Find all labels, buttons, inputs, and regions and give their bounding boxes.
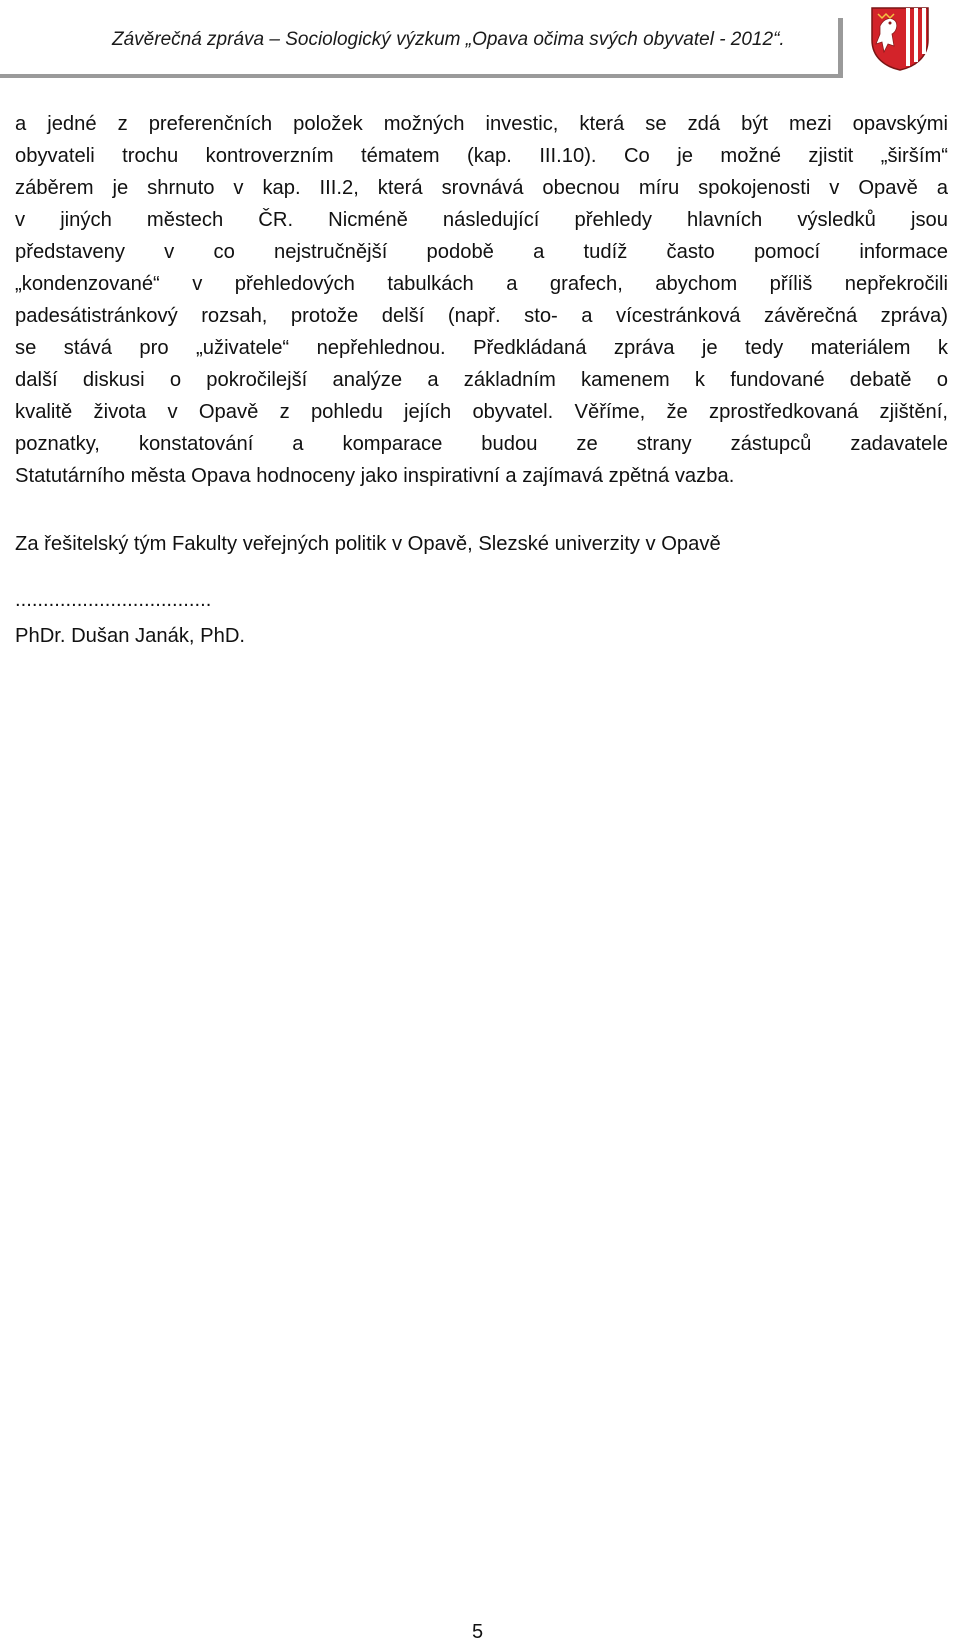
header-vertical-divider (838, 18, 843, 78)
paragraph-line: „kondenzované“ v přehledových tabulkách a grafech, abychom příliš nepřekročili (15, 273, 948, 295)
paragraph-line: obyvateli trochu kontroverzním tématem (kap. III.10). Co je možné zjistit „širším“ (15, 145, 948, 167)
paragraph-line: padesátistránkový rozsah, protože delší (např. sto- a vícestránková závěrečná zpráva) (15, 305, 948, 327)
signature-line: ................................... (15, 589, 212, 611)
page-header (0, 0, 960, 80)
paragraph-line: a jedné z preferenčních položek možných investic, která se zdá být mezi opavskými (15, 113, 948, 135)
body-paragraph (15, 108, 948, 492)
opava-coat-of-arms-icon (870, 6, 930, 72)
paragraph-line: Statutárního města Opava hodnoceny jako inspirativní a zajímavá zpětná vazba. (15, 465, 735, 487)
paragraph-line: se stává pro „uživatele“ nepřehlednou. Předkládaná zpráva je tedy materiálem k (15, 337, 948, 359)
team-signoff: Za řešitelský tým Fakulty veřejných politik v Opavě, Slezské univerzity v Opavě (15, 533, 721, 555)
paragraph-line: představeny v co nejstručnější podobě a tudíž často pomocí informace (15, 241, 948, 263)
paragraph-line: další diskusi o pokročilejší analýze a základním kamenem k fundované debatě o (15, 369, 948, 391)
paragraph-line: v jiných městech ČR. Nicméně následující přehledy hlavních výsledků jsou (15, 209, 948, 231)
header-rule (0, 74, 840, 78)
paragraph-line: poznatky, konstatování a komparace budou ze strany zástupců zadavatele (15, 433, 948, 455)
paragraph-line: kvalitě života v Opavě z pohledu jejích obyvatel. Věříme, že zprostředkovaná zjištění, (15, 401, 948, 423)
page-number: 5 (472, 1621, 484, 1643)
header-title: Závěrečná zpráva – Sociologický výzkum „Opava očima svých obyvatel - 2012“. (112, 29, 785, 50)
paragraph-line: záběrem je shrnuto v kap. III.2, která srovnává obecnou míru spokojenosti v Opavě a (15, 177, 948, 199)
author-name: PhDr. Dušan Janák, PhD. (15, 625, 246, 647)
